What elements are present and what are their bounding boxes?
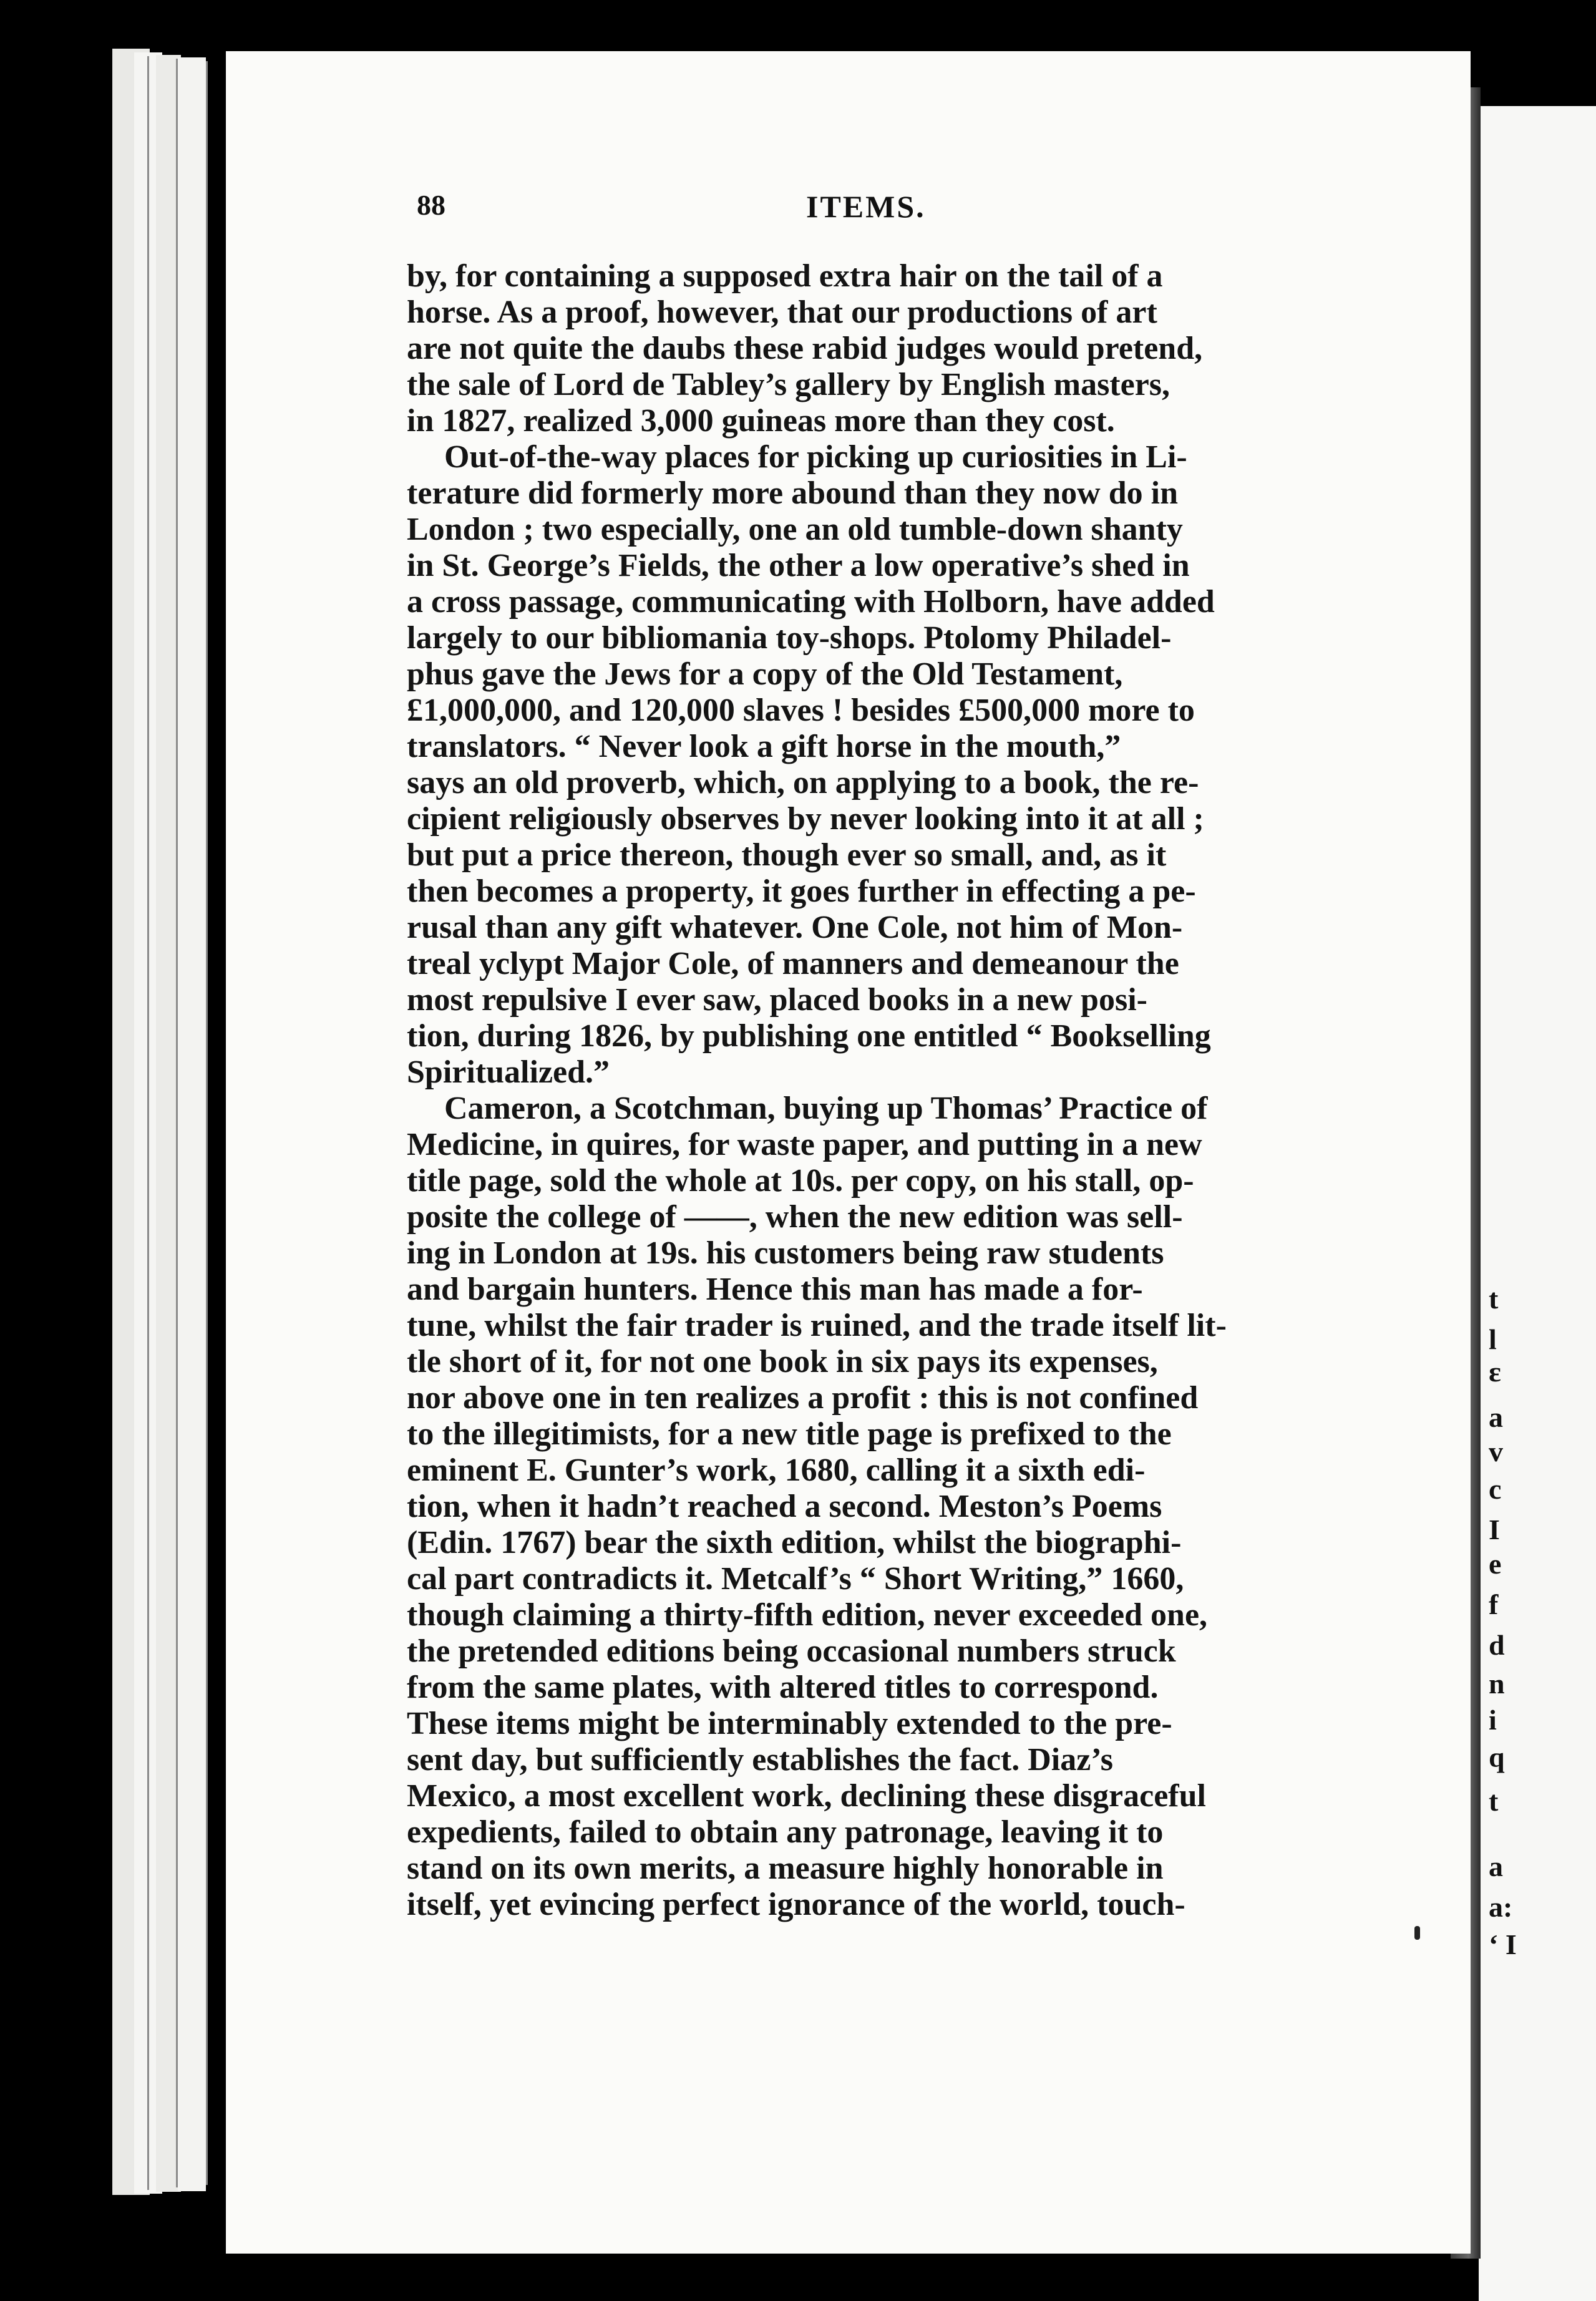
text-line: These items might be interminably extended to the pre-: [407, 1706, 1172, 1741]
text-line: eminent E. Gunter’s work, 1680, calling it a sixth edi-: [407, 1452, 1146, 1488]
text-line: rusal than any gift whatever. One Cole, not him of Mon-: [407, 910, 1183, 945]
text-line: ing in London at 19s. his customers being raw students: [407, 1235, 1164, 1271]
facing-page-fragment: l: [1489, 1323, 1497, 1355]
text-line: the sale of Lord de Tabley’s gallery by English masters,: [407, 367, 1170, 402]
text-line: translators. “ Never look a gift horse in the mouth,”: [407, 729, 1121, 764]
text-line: from the same plates, with altered titles to correspond.: [407, 1670, 1159, 1705]
facing-page-fragment: v: [1489, 1436, 1503, 1467]
text-line: London ; two especially, one an old tumble-down shanty: [407, 512, 1183, 547]
text-line: posite the college of ——, when the new edition was sell-: [407, 1199, 1183, 1235]
facing-page-fragment: d: [1489, 1629, 1505, 1661]
facing-page-fragment: e: [1489, 1548, 1502, 1580]
facing-page: [1479, 106, 1596, 2301]
text-line: Spiritualized.”: [407, 1054, 610, 1090]
facing-page-fragment: ‘ I: [1489, 1929, 1517, 1960]
text-line: Out-of-the-way places for picking up curiosities in Li-: [444, 439, 1187, 475]
text-line: nor above one in ten realizes a profit : this is not confined: [407, 1380, 1199, 1416]
page-number: 88: [417, 189, 445, 221]
text-line: in 1827, realized 3,000 guineas more than they cost.: [407, 403, 1115, 439]
text-line: (Edin. 1767) bear the sixth edition, whilst the biographi-: [407, 1525, 1182, 1560]
page-edge-line: [147, 56, 149, 2190]
text-line: sent day, but sufficiently establishes the fact. Diaz’s: [407, 1742, 1113, 1778]
facing-page-fragment: t: [1489, 1283, 1499, 1315]
facing-page-fragment: f: [1489, 1588, 1499, 1620]
text-line: in St. George’s Fields, the other a low operative’s shed in: [407, 548, 1190, 583]
text-line: title page, sold the whole at 10s. per copy, on his stall, op-: [407, 1163, 1194, 1199]
ink-mark: [1414, 1926, 1420, 1940]
text-line: to the illegitimists, for a new title page is prefixed to the: [407, 1416, 1172, 1452]
text-line: cal part contradicts it. Metcalf’s “ Short Writing,” 1660,: [407, 1561, 1184, 1597]
text-line: but put a price thereon, though ever so small, and, as it: [407, 837, 1167, 873]
page-header: [226, 188, 1471, 238]
facing-page-fragment: a:: [1489, 1891, 1513, 1923]
text-line: by, for containing a supposed extra hair on the tail of a: [407, 258, 1163, 294]
text-line: most repulsive I ever saw, placed books in a new posi-: [407, 982, 1147, 1018]
facing-page-fragment: t: [1489, 1785, 1499, 1817]
text-line: stand on its own merits, a measure highly honorable in: [407, 1851, 1164, 1886]
page-edge-line: [206, 61, 208, 2185]
text-line: horse. As a proof, however, that our productions of art: [407, 294, 1157, 330]
page-edge-line: [176, 59, 178, 2187]
facing-page-fragment: i: [1489, 1704, 1497, 1736]
running-title: ITEMS.: [806, 189, 926, 224]
text-line: tune, whilst the fair trader is ruined, and the trade itself lit-: [407, 1308, 1227, 1343]
text-line: cipient religiously observes by never looking into it at all ;: [407, 801, 1204, 837]
text-line: tion, when it hadn’t reached a second. Meston’s Poems: [407, 1489, 1162, 1524]
text-line: largely to our bibliomania toy-shops. Ptolomy Philadel-: [407, 620, 1172, 656]
text-line: and bargain hunters. Hence this man has made a for-: [407, 1272, 1143, 1307]
text-line: a cross passage, communicating with Holborn, have added: [407, 584, 1215, 620]
text-line: treal yclypt Major Cole, of manners and demeanour the: [407, 946, 1179, 981]
page-edge: [178, 57, 206, 2191]
facing-page-fragment: n: [1489, 1668, 1505, 1700]
facing-page-fragment: ɛ: [1489, 1356, 1501, 1388]
text-line: then becomes a property, it goes further in effecting a pe-: [407, 873, 1196, 909]
body-text: [407, 258, 1330, 1923]
facing-page-fragment: I: [1489, 1514, 1500, 1545]
text-line: Mexico, a most excellent work, declining these disgraceful: [407, 1778, 1206, 1814]
text-line: are not quite the daubs these rabid judges would pretend,: [407, 331, 1203, 366]
text-line: though claiming a thirty-fifth edition, never exceeded one,: [407, 1597, 1208, 1633]
text-line: tle short of it, for not one book in six pays its expenses,: [407, 1344, 1158, 1379]
text-line: Cameron, a Scotchman, buying up Thomas’ Practice of: [444, 1091, 1208, 1126]
text-line: itself, yet evincing perfect ignorance of the world, touch-: [407, 1887, 1185, 1922]
book-page: [226, 51, 1471, 2254]
facing-page-fragment: a: [1489, 1401, 1503, 1433]
text-line: £1,000,000, and 120,000 slaves ! besides £500,000 more to: [407, 693, 1195, 728]
facing-page-fragment: q: [1489, 1741, 1505, 1773]
text-line: terature did formerly more abound than they now do in: [407, 475, 1178, 511]
facing-page-fragment: c: [1489, 1473, 1502, 1505]
text-line: Medicine, in quires, for waste paper, and putting in a new: [407, 1127, 1202, 1162]
facing-page-fragment: a: [1489, 1851, 1503, 1882]
text-line: says an old proverb, which, on applying to a book, the re-: [407, 765, 1199, 800]
text-line: expedients, failed to obtain any patronage, leaving it to: [407, 1814, 1164, 1850]
text-line: the pretended editions being occasional numbers struck: [407, 1633, 1176, 1669]
text-line: phus gave the Jews for a copy of the Old Testament,: [407, 656, 1123, 692]
text-line: tion, during 1826, by publishing one entitled “ Bookselling: [407, 1018, 1211, 1054]
